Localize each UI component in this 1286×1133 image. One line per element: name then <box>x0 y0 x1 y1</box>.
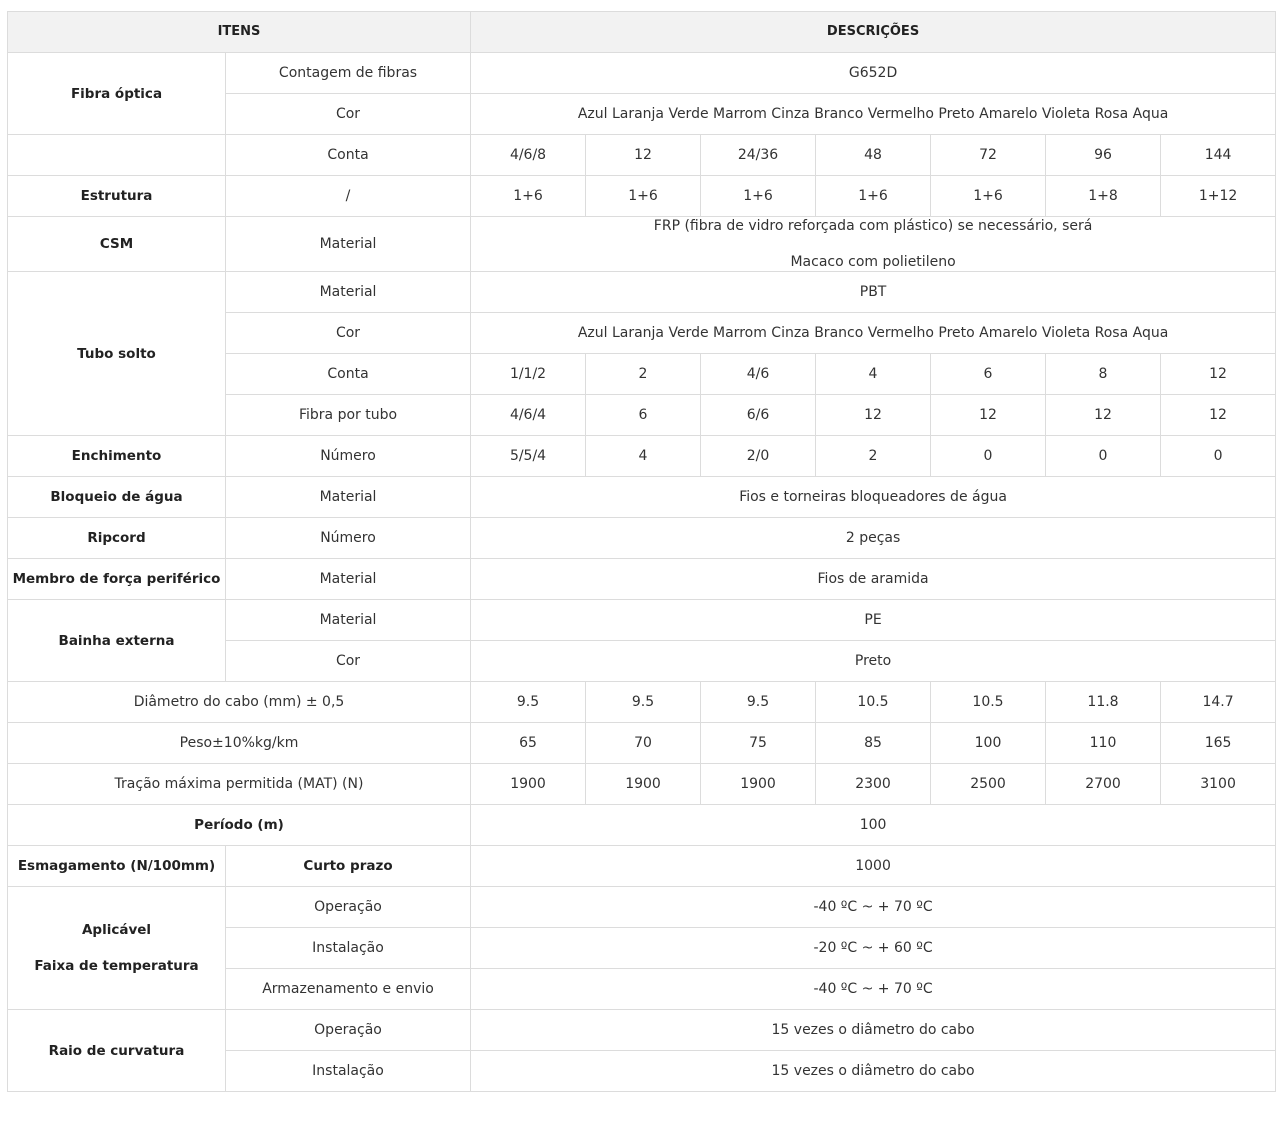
row-label-csm: CSM <box>8 217 226 272</box>
value-cell: 12 <box>586 135 701 176</box>
table-row <box>8 518 1276 559</box>
value-cell: 1000 <box>471 846 1276 887</box>
sub-label: Operação <box>226 1010 471 1051</box>
sub-label: Conta <box>226 135 471 176</box>
value-cell: 2 peças <box>471 518 1276 559</box>
sub-label: Material <box>226 272 471 313</box>
row-label-estrutura: Estrutura <box>8 176 226 217</box>
table-row <box>8 217 1276 272</box>
table-row <box>8 176 1276 217</box>
table-row <box>8 600 1276 641</box>
sub-label: Curto prazo <box>226 846 471 887</box>
table-row <box>8 135 1276 176</box>
value-cell: 100 <box>471 805 1276 846</box>
value-cell: 12 <box>1161 395 1276 436</box>
value-cell: 1+6 <box>816 176 931 217</box>
value-cell: 0 <box>1046 436 1161 477</box>
value-cell: 4/6/4 <box>471 395 586 436</box>
value-cell: 6 <box>586 395 701 436</box>
value-cell: 5/5/4 <box>471 436 586 477</box>
value-cell: 4 <box>816 354 931 395</box>
header-row <box>8 12 1276 53</box>
table-row <box>8 682 1276 723</box>
value-cell: 8 <box>1046 354 1161 395</box>
value-cell: PE <box>471 600 1276 641</box>
value-cell: 100 <box>931 723 1046 764</box>
table-row <box>8 764 1276 805</box>
value-cell: 1+6 <box>931 176 1046 217</box>
table-row <box>8 846 1276 887</box>
sub-label: Cor <box>226 94 471 135</box>
value-cell: 14.7 <box>1161 682 1276 723</box>
value-cell: 4/6/8 <box>471 135 586 176</box>
value-cell: 0 <box>931 436 1046 477</box>
value-cell: 96 <box>1046 135 1161 176</box>
sub-label: Material <box>226 559 471 600</box>
table-row <box>8 436 1276 477</box>
row-label-fibra: Fibra óptica <box>8 53 226 135</box>
value-cell: 12 <box>1161 354 1276 395</box>
value-cell: Preto <box>471 641 1276 682</box>
value-cell: 1900 <box>586 764 701 805</box>
table-row <box>8 805 1276 846</box>
value-cell: -20 ºC ~ + 60 ºC <box>471 928 1276 969</box>
sub-label: / <box>226 176 471 217</box>
csm-line-1: FRP (fibra de vidro reforçada com plástico) se necessário, será <box>653 218 1093 234</box>
value-cell: PBT <box>471 272 1276 313</box>
sub-label: Instalação <box>226 928 471 969</box>
value-cell: 4/6 <box>701 354 816 395</box>
value-cell: 65 <box>471 723 586 764</box>
value-cell: 6 <box>931 354 1046 395</box>
value-cell: Azul Laranja Verde Marrom Cinza Branco Vermelho Preto Amarelo Violeta Rosa Aqua <box>471 94 1276 135</box>
row-label-esmagamento: Esmagamento (N/100mm) <box>8 846 226 887</box>
value-cell: 72 <box>931 135 1046 176</box>
row-label-membro: Membro de força periférico <box>8 559 226 600</box>
value-cell: 9.5 <box>586 682 701 723</box>
value-cell: 1+6 <box>471 176 586 217</box>
row-label-bainha: Bainha externa <box>8 600 226 682</box>
value-cell: 1/1/2 <box>471 354 586 395</box>
table-row <box>8 723 1276 764</box>
value-cell: 2700 <box>1046 764 1161 805</box>
value-cell: Fios de aramida <box>471 559 1276 600</box>
sub-label: Armazenamento e envio <box>226 969 471 1010</box>
row-label-tracao: Tração máxima permitida (MAT) (N) <box>8 764 471 805</box>
value-cell: 165 <box>1161 723 1276 764</box>
header-descricoes: DESCRIÇÕES <box>471 12 1276 53</box>
value-cell: 75 <box>701 723 816 764</box>
empty-cell <box>8 135 226 176</box>
value-cell: 85 <box>816 723 931 764</box>
sub-label: Número <box>226 518 471 559</box>
value-cell: 10.5 <box>816 682 931 723</box>
value-cell: 1900 <box>471 764 586 805</box>
value-cell: 2 <box>586 354 701 395</box>
sub-label: Contagem de fibras <box>226 53 471 94</box>
table-row <box>8 559 1276 600</box>
sub-label: Número <box>226 436 471 477</box>
value-cell: -40 ºC ~ + 70 ºC <box>471 887 1276 928</box>
value-cell: 1+8 <box>1046 176 1161 217</box>
value-cell: 1+6 <box>586 176 701 217</box>
row-label-raio: Raio de curvatura <box>8 1010 226 1092</box>
value-cell: 3100 <box>1161 764 1276 805</box>
value-cell: 24/36 <box>701 135 816 176</box>
value-cell: 9.5 <box>471 682 586 723</box>
row-label-periodo: Período (m) <box>8 805 471 846</box>
value-cell: 2300 <box>816 764 931 805</box>
table-row <box>8 477 1276 518</box>
header-itens: ITENS <box>8 12 471 53</box>
value-cell: 70 <box>586 723 701 764</box>
table-row <box>8 272 1276 313</box>
csm-line-2: Macaco com polietileno <box>790 254 956 270</box>
sub-label: Cor <box>226 641 471 682</box>
value-cell: 15 vezes o diâmetro do cabo <box>471 1051 1276 1092</box>
value-cell: 1+6 <box>701 176 816 217</box>
table-row <box>8 887 1276 928</box>
sub-label: Material <box>226 217 471 272</box>
value-cell: G652D <box>471 53 1276 94</box>
value-cell: 2500 <box>931 764 1046 805</box>
value-cell: 1900 <box>701 764 816 805</box>
row-label-bloqueio: Bloqueio de água <box>8 477 226 518</box>
value-cell: 15 vezes o diâmetro do cabo <box>471 1010 1276 1051</box>
row-label-ripcord: Ripcord <box>8 518 226 559</box>
value-cell <box>471 217 1276 272</box>
value-cell: -40 ºC ~ + 70 ºC <box>471 969 1276 1010</box>
temperatura-line-2: Faixa de temperatura <box>34 958 199 974</box>
row-label-diametro: Diâmetro do cabo (mm) ± 0,5 <box>8 682 471 723</box>
sub-label: Cor <box>226 313 471 354</box>
row-label-enchimento: Enchimento <box>8 436 226 477</box>
temperatura-line-1: Aplicável <box>81 922 152 938</box>
sub-label: Operação <box>226 887 471 928</box>
value-cell: Azul Laranja Verde Marrom Cinza Branco Vermelho Preto Amarelo Violeta Rosa Aqua <box>471 313 1276 354</box>
value-cell: 12 <box>816 395 931 436</box>
table-row <box>8 53 1276 94</box>
sub-label: Conta <box>226 354 471 395</box>
row-label-tubo: Tubo solto <box>8 272 226 436</box>
value-cell: 144 <box>1161 135 1276 176</box>
value-cell: 2 <box>816 436 931 477</box>
sub-label: Material <box>226 477 471 518</box>
value-cell: 4 <box>586 436 701 477</box>
value-cell: 11.8 <box>1046 682 1161 723</box>
value-cell: Fios e torneiras bloqueadores de água <box>471 477 1276 518</box>
sub-label: Material <box>226 600 471 641</box>
value-cell: 9.5 <box>701 682 816 723</box>
value-cell: 2/0 <box>701 436 816 477</box>
sub-label: Instalação <box>226 1051 471 1092</box>
value-cell: 10.5 <box>931 682 1046 723</box>
value-cell: 12 <box>931 395 1046 436</box>
value-cell: 12 <box>1046 395 1161 436</box>
value-cell: 6/6 <box>701 395 816 436</box>
row-label-temperatura <box>8 887 226 1010</box>
sub-label: Fibra por tubo <box>226 395 471 436</box>
value-cell: 48 <box>816 135 931 176</box>
table-row <box>8 1010 1276 1051</box>
value-cell: 1+12 <box>1161 176 1276 217</box>
row-label-peso: Peso±10%kg/km <box>8 723 471 764</box>
spec-table <box>7 11 1276 1092</box>
value-cell: 110 <box>1046 723 1161 764</box>
value-cell: 0 <box>1161 436 1276 477</box>
